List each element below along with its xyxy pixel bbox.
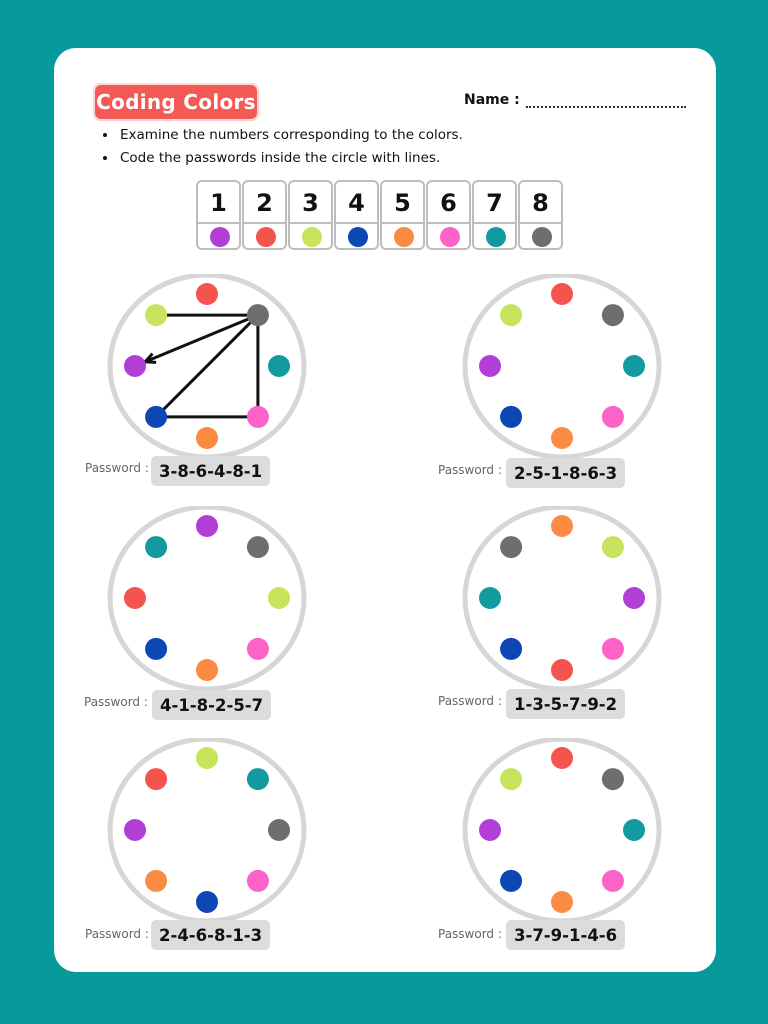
color-dot: [551, 515, 573, 537]
legend-cell: [380, 180, 425, 250]
legend-number: 8: [520, 184, 561, 224]
legend-number: 6: [428, 184, 469, 224]
password-value: 3-7-9-1-4-6: [506, 920, 625, 950]
color-dot: [247, 304, 269, 326]
instructions-list: [100, 124, 463, 170]
color-dot: [500, 768, 522, 790]
color-dot: [602, 768, 624, 790]
color-dot: [196, 515, 218, 537]
color-dot: [196, 659, 218, 681]
password-label: Password :: [85, 927, 149, 941]
legend-cell: [334, 180, 379, 250]
password-value: 3-8-6-4-8-1: [151, 456, 270, 486]
puzzle-5: [85, 738, 357, 958]
color-dot: [196, 427, 218, 449]
color-dot: [623, 355, 645, 377]
color-dot: [602, 304, 624, 326]
puzzle-4: [438, 506, 712, 726]
color-dot: [247, 870, 269, 892]
color-dot: [602, 870, 624, 892]
legend-cell: [518, 180, 563, 250]
password-label: Password :: [84, 695, 148, 709]
puzzle-3: [84, 506, 357, 726]
color-dot: [196, 283, 218, 305]
color-dot: [145, 870, 167, 892]
legend-color-dot: [486, 227, 506, 247]
password-label: Password :: [85, 461, 149, 475]
worksheet: [54, 48, 716, 972]
legend-number: 5: [382, 184, 423, 224]
color-code-legend: [196, 180, 563, 250]
legend-cell: [242, 180, 287, 250]
legend-color-dot: [348, 227, 368, 247]
color-dot: [145, 768, 167, 790]
color-dot: [145, 536, 167, 558]
color-dot: [551, 427, 573, 449]
color-dot: [247, 536, 269, 558]
color-dot: [602, 406, 624, 428]
legend-color-dot: [302, 227, 322, 247]
color-dot: [145, 638, 167, 660]
color-dot: [196, 747, 218, 769]
color-dot: [479, 587, 501, 609]
name-field[interactable]: [464, 92, 686, 108]
instruction-item: • Examine the numbers corresponding to the colors.: [118, 124, 463, 147]
legend-cell: [472, 180, 517, 250]
color-dot: [145, 406, 167, 428]
legend-cell: [196, 180, 241, 250]
legend-color-dot: [440, 227, 460, 247]
password-value: 1-3-5-7-9-2: [506, 689, 625, 719]
legend-number: 7: [474, 184, 515, 224]
legend-cell: [288, 180, 333, 250]
instruction-item: • Code the passwords inside the circle with lines.: [118, 147, 463, 170]
color-dot: [247, 638, 269, 660]
color-dot: [196, 891, 218, 913]
color-dot: [124, 355, 146, 377]
color-dot: [500, 406, 522, 428]
legend-color-dot: [532, 227, 552, 247]
password-label: Password :: [438, 463, 502, 477]
legend-number: 4: [336, 184, 377, 224]
color-dot: [551, 891, 573, 913]
password-value: 2-5-1-8-6-3: [506, 458, 625, 488]
legend-cell: [426, 180, 471, 250]
legend-number: 2: [244, 184, 285, 224]
color-dot: [500, 870, 522, 892]
color-dot: [500, 536, 522, 558]
password-value: 4-1-8-2-5-7: [152, 690, 271, 720]
legend-number: 1: [198, 184, 239, 224]
color-dot: [124, 819, 146, 841]
color-dot: [551, 283, 573, 305]
legend-color-dot: [394, 227, 414, 247]
legend-number: 3: [290, 184, 331, 224]
name-label: Name :: [464, 92, 520, 108]
color-dot: [602, 536, 624, 558]
color-dot: [479, 355, 501, 377]
puzzle-6: [438, 738, 712, 958]
color-dot: [247, 768, 269, 790]
password-value: 2-4-6-8-1-3: [151, 920, 270, 950]
color-dot: [500, 304, 522, 326]
color-dot: [551, 659, 573, 681]
password-label: Password :: [438, 694, 502, 708]
color-dot: [479, 819, 501, 841]
color-dot: [500, 638, 522, 660]
puzzle-2: [438, 274, 712, 494]
color-dot: [145, 304, 167, 326]
color-dot: [124, 587, 146, 609]
color-dot: [551, 747, 573, 769]
color-dot: [602, 638, 624, 660]
name-blank-line[interactable]: [526, 92, 686, 108]
legend-color-dot: [256, 227, 276, 247]
color-dot: [623, 819, 645, 841]
password-label: Password :: [438, 927, 502, 941]
color-dot: [623, 587, 645, 609]
color-dot: [247, 406, 269, 428]
color-dot: [268, 355, 290, 377]
legend-color-dot: [210, 227, 230, 247]
color-dot: [268, 819, 290, 841]
worksheet-title: Coding Colors: [93, 83, 259, 121]
color-dot: [268, 587, 290, 609]
puzzle-1: [85, 274, 357, 494]
